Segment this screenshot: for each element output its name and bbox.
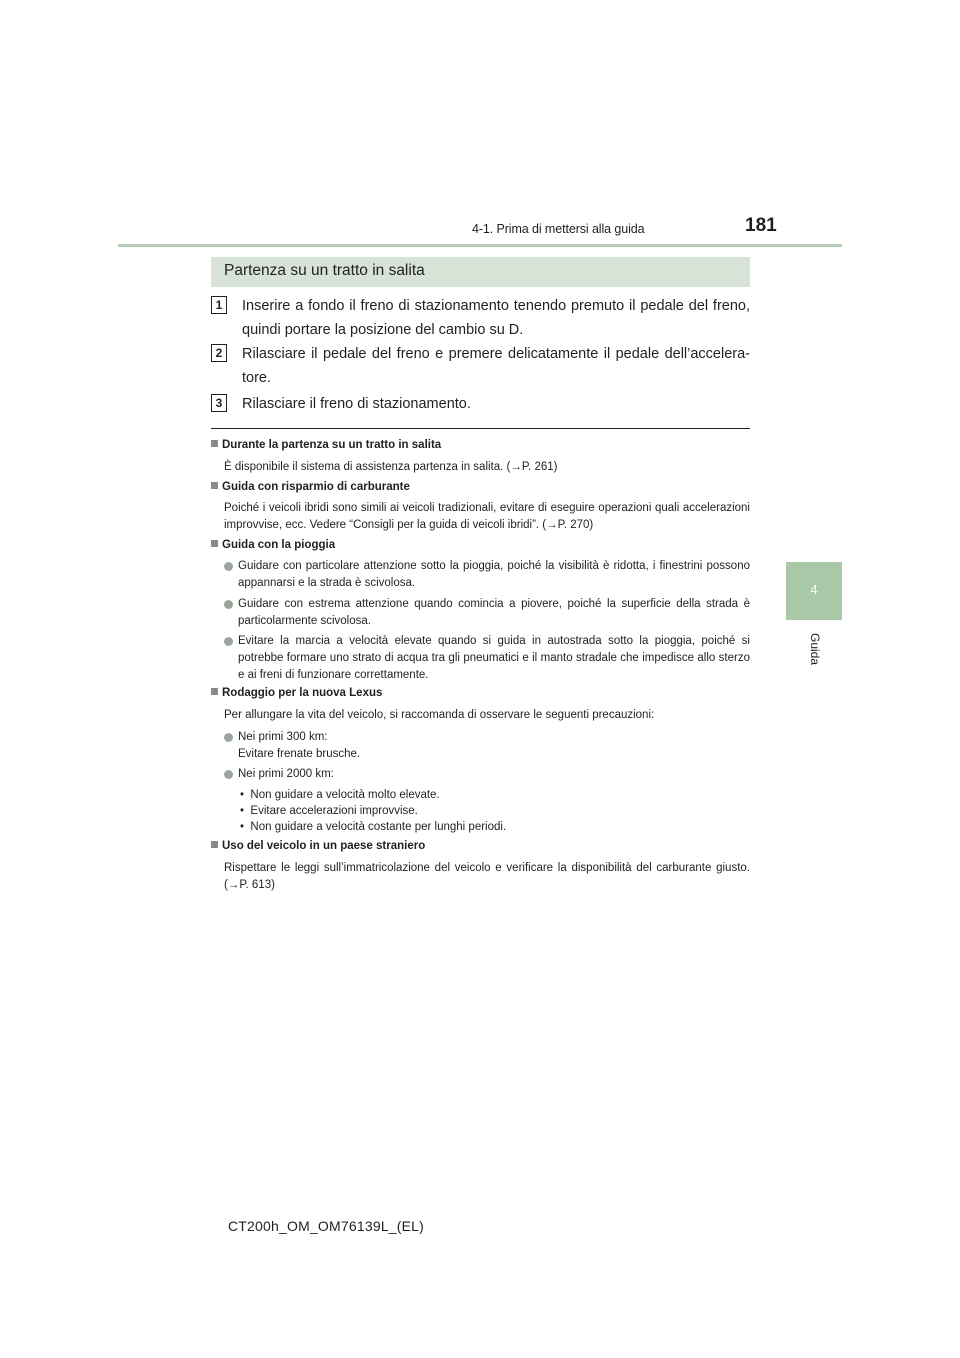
chapter-number: 4 <box>810 582 818 597</box>
sub-list-item: • Non guidare a velocità molto elevate. <box>240 789 440 801</box>
section-title: Partenza su un tratto in salita <box>224 262 425 279</box>
notes-divider <box>211 428 750 429</box>
step-text: Rilasciare il pedale del freno e premere delicatamente il pedale dell’accelera-tore. <box>242 346 750 386</box>
header-rule <box>118 244 842 247</box>
list-item: Guidare con estrema attenzione quando comincia a piovere, poiché la superficie della strada è particolarmente scivolosa. <box>224 596 750 630</box>
note-text: Poiché i veicoli ibridi sono simili ai veicoli tradizionali, evitare di eseguire operazioni quali accelerazioni improvvise, ecc. Vedere “Consigli per la guida di veicoli ibridi”. (→P. 270) <box>224 502 750 531</box>
sub-list-item: • Evitare accelerazioni improvvise. <box>240 805 418 817</box>
square-bullet-icon <box>211 841 218 848</box>
note-heading: Durante la partenza su un tratto in salita <box>211 439 441 451</box>
list-item: Evitare la marcia a velocità elevate quando si guida in autostrada sotto la pioggia, poiché si potrebbe formare uno strato di acqua tra gli pneumatici e il manto stradale che impedisce allo sterzo e ai freni di funzionare correttamente. <box>224 633 750 684</box>
chapter-tab[interactable] <box>786 562 842 620</box>
bullet-dot-icon <box>224 562 233 571</box>
header-section-title: 4-1. Prima di mettersi alla guida <box>472 222 645 236</box>
note-text: È disponibile il sistema di assistenza partenza in salita. (→P. 261) <box>224 461 558 473</box>
bullet-dot-icon <box>224 733 233 742</box>
bullet-dot-icon <box>224 600 233 609</box>
square-bullet-icon <box>211 482 218 489</box>
chapter-label <box>800 624 830 674</box>
section-title-box <box>211 257 750 287</box>
sub-list-item: • Non guidare a velocità costante per lunghi periodi. <box>240 821 507 833</box>
step-number: 1 <box>211 296 227 314</box>
square-bullet-icon <box>211 440 218 447</box>
document-code: CT200h_OM_OM76139L_(EL) <box>228 1218 425 1234</box>
list-item: Guidare con particolare attenzione sotto la pioggia, poiché la visibilità è ridotta, i finestrini possono appannarsi e la strada è scivolosa. <box>224 558 750 592</box>
note-heading: Guida con risparmio di carburante <box>211 481 410 493</box>
page-number: 181 <box>745 215 777 236</box>
note-text: Per allungare la vita del veicolo, si raccomanda di osservare le seguenti precauzioni: <box>224 709 655 721</box>
note-heading: Rodaggio per la nuova Lexus <box>211 687 382 699</box>
bullet-dot-icon <box>224 637 233 646</box>
bullet-dot-icon <box>224 770 233 779</box>
step-text: Rilasciare il freno di stazionamento. <box>242 396 471 412</box>
list-item: Nei primi 2000 km: <box>224 766 750 783</box>
square-bullet-icon <box>211 540 218 547</box>
step-number: 3 <box>211 394 227 412</box>
note-heading: Guida con la pioggia <box>211 539 335 551</box>
note-heading: Uso del veicolo in un paese straniero <box>211 840 425 852</box>
step-number: 2 <box>211 344 227 362</box>
chapter-label-text: Guida <box>808 632 822 666</box>
note-text: Rispettare le leggi sull’immatricolazione del veicolo e verificare la disponibilità del carburante giusto. (→P. 613) <box>224 862 750 891</box>
square-bullet-icon <box>211 688 218 695</box>
list-item: Nei primi 300 km: Evitare frenate brusche. <box>224 729 750 763</box>
step-text: Inserire a fondo il freno di stazionamento tenendo premuto il pedale del freno, quindi portare la posizione del cambio su D. <box>242 298 750 338</box>
